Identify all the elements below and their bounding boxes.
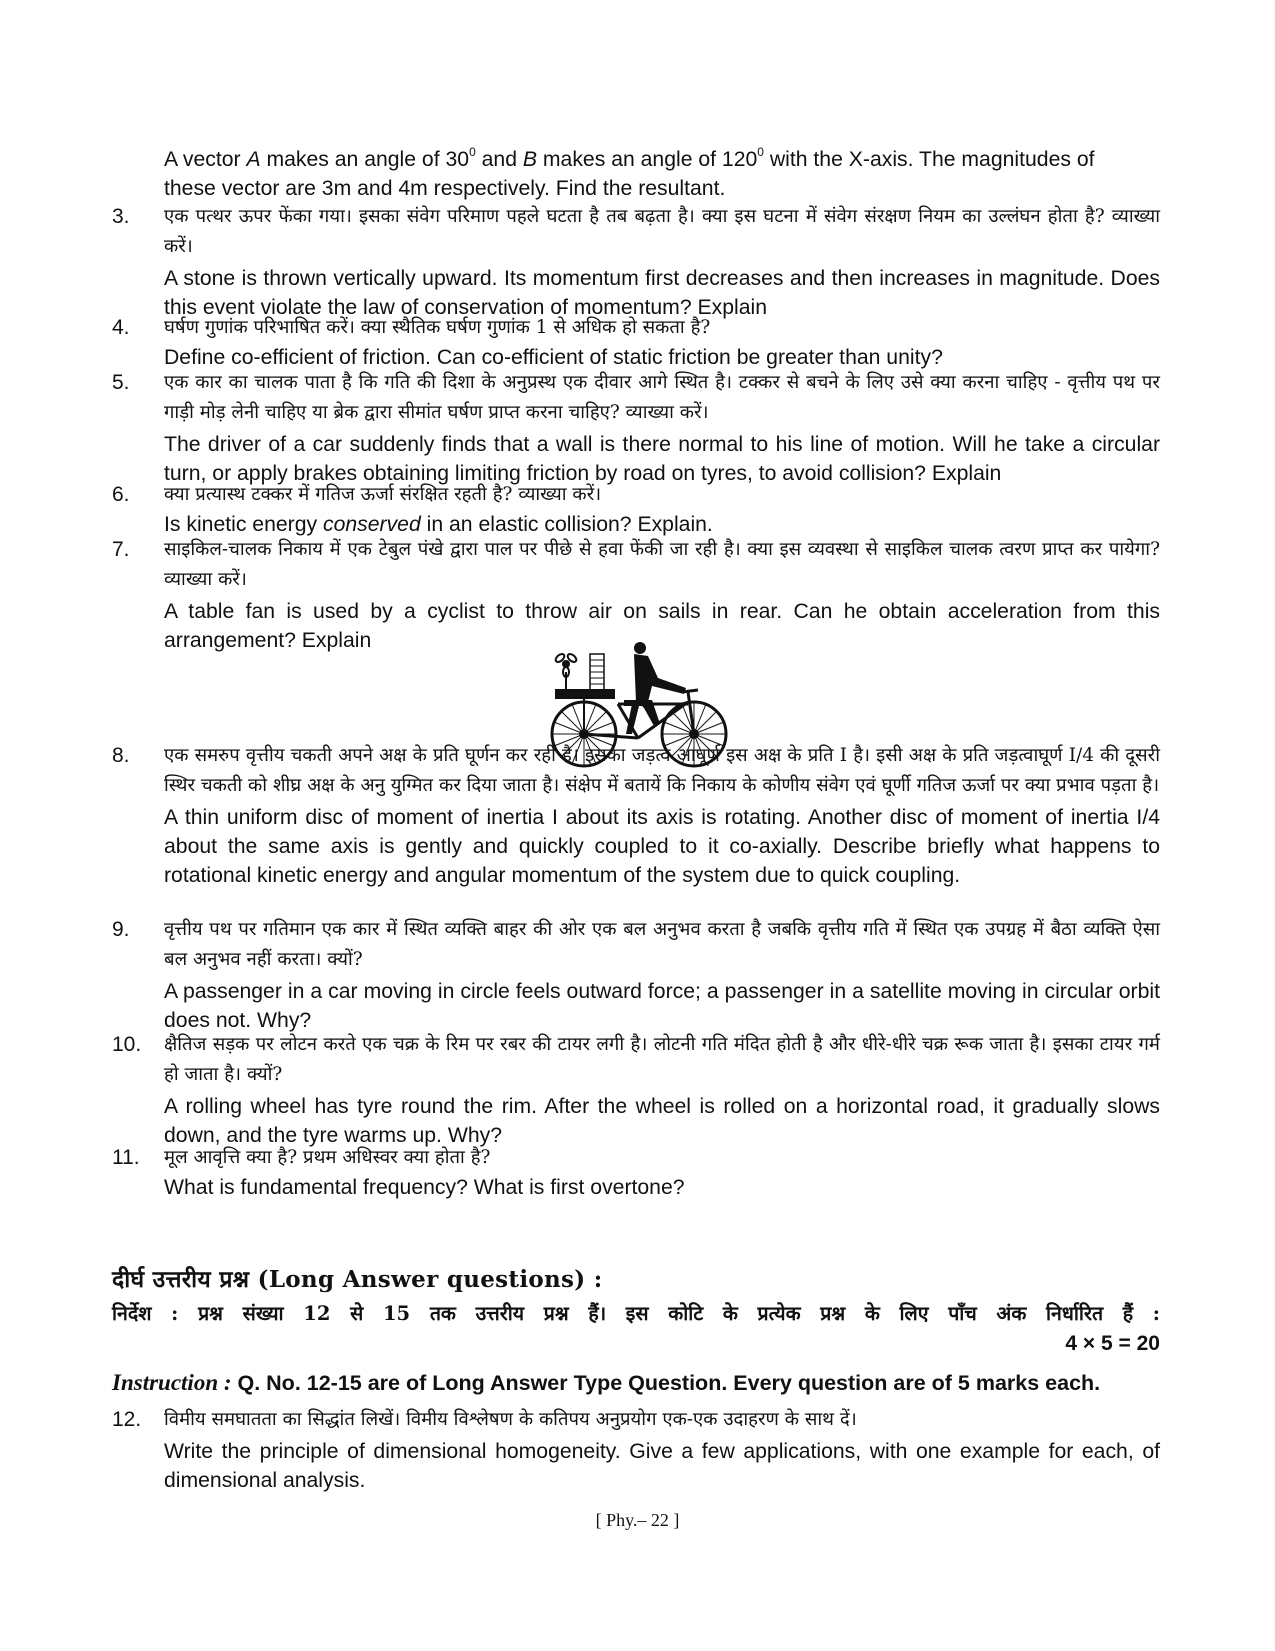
- question-6: [112, 480, 1160, 539]
- question-hindi-text: विमीय समघातता का सिद्धांत लिखें। विमीय विश्लेषण के कतिपय अनुप्रयोग एक-एक उदाहरण के साथ दें।: [164, 1409, 857, 1430]
- question-english-text: The driver of a car suddenly finds that a wall is there normal to his line of motion. Will he take a circular turn, or apply brakes obtaining limiting friction by road on tyres, to avoid collision? Explain: [164, 433, 1160, 485]
- question-4: [112, 313, 1160, 372]
- question-3: [112, 202, 1160, 322]
- question-english-text: Write the principle of dimensional homogeneity. Give a few applications, with one example for each, of dimensional analysis.: [164, 1440, 1160, 1492]
- question-hindi-text: क्षैतिज सड़क पर लोटन करते एक चक्र के रिम पर रबर की टायर लगी है। लोटनी गति मंदित होती है और धीरे-धीरे चक्र रूक जाता है। इसका टायर गर्म हो जाता है। क्यों?: [164, 1034, 1160, 1085]
- question-hindi-text: मूल आवृत्ति क्या है? प्रथम अधिस्वर क्या होता है?: [164, 1147, 491, 1168]
- question-hindi-text: एक पत्थर ऊपर फेंका गया। इसका संवेग परिमाण पहले घटता है तब बढ़ता है। क्या इस घटना में संवेग संरक्षण नियम का उल्लंघन होता है? व्याख्या करें।: [164, 206, 1160, 257]
- question-2-english-text: A vector A makes an angle of $30^0$ and B makes an angle of $120^0$ with the X-axis. The magnitudes of these vector are 3m and 4m respectively. Find the resultant.: [164, 144, 1095, 200]
- question-number: 6.: [112, 483, 130, 506]
- section-instruction: Instruction : Q. No. 12-15 are of Long Answer Type Question. Every question are of 5 marks each.: [112, 1370, 1101, 1395]
- question-hindi-text: एक कार का चालक पाता है कि गति की दिशा के अनुप्रस्थ एक दीवार आगे स्थित है। टक्कर से बचने के लिए उसे क्या करना चाहिए - वृत्तीय पथ पर गाड़ी मोड़ लेनी चाहिए या ब्रेक द्वारा सीमांत घर्षण प्राप्त करना चाहिए? व्याख्या करें।: [164, 372, 1160, 423]
- question-english-text: A rolling wheel has tyre round the rim. After the wheel is rolled on a horizontal road, it gradually slows down, and the tyre warms up. Why?: [164, 1095, 1160, 1147]
- question-english-text: A table fan is used by a cyclist to throw air on sails in rear. Can he obtain acceleration from this arrangement? Explain: [164, 600, 1160, 652]
- question-hindi-text: एक समरुप वृत्तीय चकती अपने अक्ष के प्रति घूर्णन कर रही है। इसका जड़त्व आघूर्ण इस अक्ष के प्रति I है। इसी अक्ष के प्रति जड़त्वाघूर्ण I/4 की दूसरी स्थिर चकती को शीघ्र अक्ष के अनु युग्मित कर दिया जाता है। संक्षेप में बतायें कि निकाय के कोणीय संवेग एवं घूर्णी गतिज ऊर्जा पर क्या प्रभाव पड़ता है।: [164, 745, 1160, 796]
- question-7: [112, 535, 1160, 655]
- question-english-text: What is fundamental frequency? What is first overtone?: [164, 1176, 685, 1199]
- question-number: 4.: [112, 316, 130, 339]
- question-english-text: A thin uniform disc of moment of inertia I about its axis is rotating. Another disc of moment of inertia I/4 about the same axis is gently and quickly coupled to it co-axially. Describe briefly what happens to rotational kinetic energy and angular momentum of the system due to quick coupling.: [164, 806, 1160, 887]
- question-5: [112, 368, 1160, 488]
- page-footer: [ Phy.– 22 ]: [595, 1510, 680, 1530]
- vector-b-symbol: B: [522, 148, 538, 171]
- question-english-text: A stone is thrown vertically upward. Its momentum first decreases and then increases in magnitude. Does this event violate the law of conservation of momentum? Explain: [164, 267, 1160, 319]
- question-number: 3.: [112, 205, 130, 228]
- question-hindi-text: क्या प्रत्यास्थ टक्कर में गतिज ऊर्जा संरक्षित रहती है? व्याख्या करें।: [164, 484, 602, 505]
- question-english-text: Is kinetic energy conserved in an elastic collision? Explain.: [164, 513, 713, 536]
- question-number: 11.: [112, 1146, 140, 1169]
- question-english-text: Define co-efficient of friction. Can co-efficient of static friction be greater than unity?: [164, 346, 943, 369]
- question-number: 7.: [112, 538, 130, 561]
- question-number: 10.: [112, 1033, 142, 1056]
- question-11: [112, 1143, 1160, 1202]
- question-9: [112, 915, 1160, 1035]
- question-10: [112, 1030, 1160, 1150]
- question-hindi-text: घर्षण गुणांक परिभाषित करें। क्या स्थैतिक घर्षण गुणांक 1 से अधिक हो सकता है?: [164, 317, 711, 338]
- vector-a-symbol: A: [246, 148, 261, 171]
- question-number: 8.: [112, 744, 130, 767]
- section-directive: निर्देश : प्रश्न संख्या 12 से 15 तक उत्तरीय प्रश्न हैं। इस कोटि के प्रत्येक प्रश्न के लिए पाँच अंक निर्धारित हैं :: [112, 1302, 1160, 1325]
- question-english-text: A passenger in a car moving in circle feels outward force; a passenger in a satellite moving in circular orbit does not. Why?: [164, 980, 1160, 1032]
- section-marks: 4 × 5 = 20: [1065, 1332, 1160, 1355]
- question-hindi-text: वृत्तीय पथ पर गतिमान एक कार में स्थित व्यक्ति बाहर की ओर एक बल अनुभव करता है जबकि वृत्तीय गति में स्थित एक उपग्रह में बैठा व्यक्ति ऐसा बल अनुभव नहीं करता। क्यों?: [164, 919, 1160, 970]
- question-8: [112, 741, 1160, 890]
- section-heading: दीर्घ उत्तरीय प्रश्न (Long Answer questions) :: [112, 1266, 603, 1293]
- question-number: 9.: [112, 918, 130, 941]
- question-12: [112, 1405, 1160, 1495]
- question-number: 12.: [112, 1408, 142, 1431]
- question-number: 5.: [112, 371, 130, 394]
- question-hindi-text: साइकिल-चालक निकाय में एक टेबुल पंखे द्वारा पाल पर पीछे से हवा फेंकी जा रही है। क्या इस व्यवस्था से साइकिल चालक त्वरण प्राप्त कर पायेगा? व्याख्या करें।: [164, 539, 1160, 590]
